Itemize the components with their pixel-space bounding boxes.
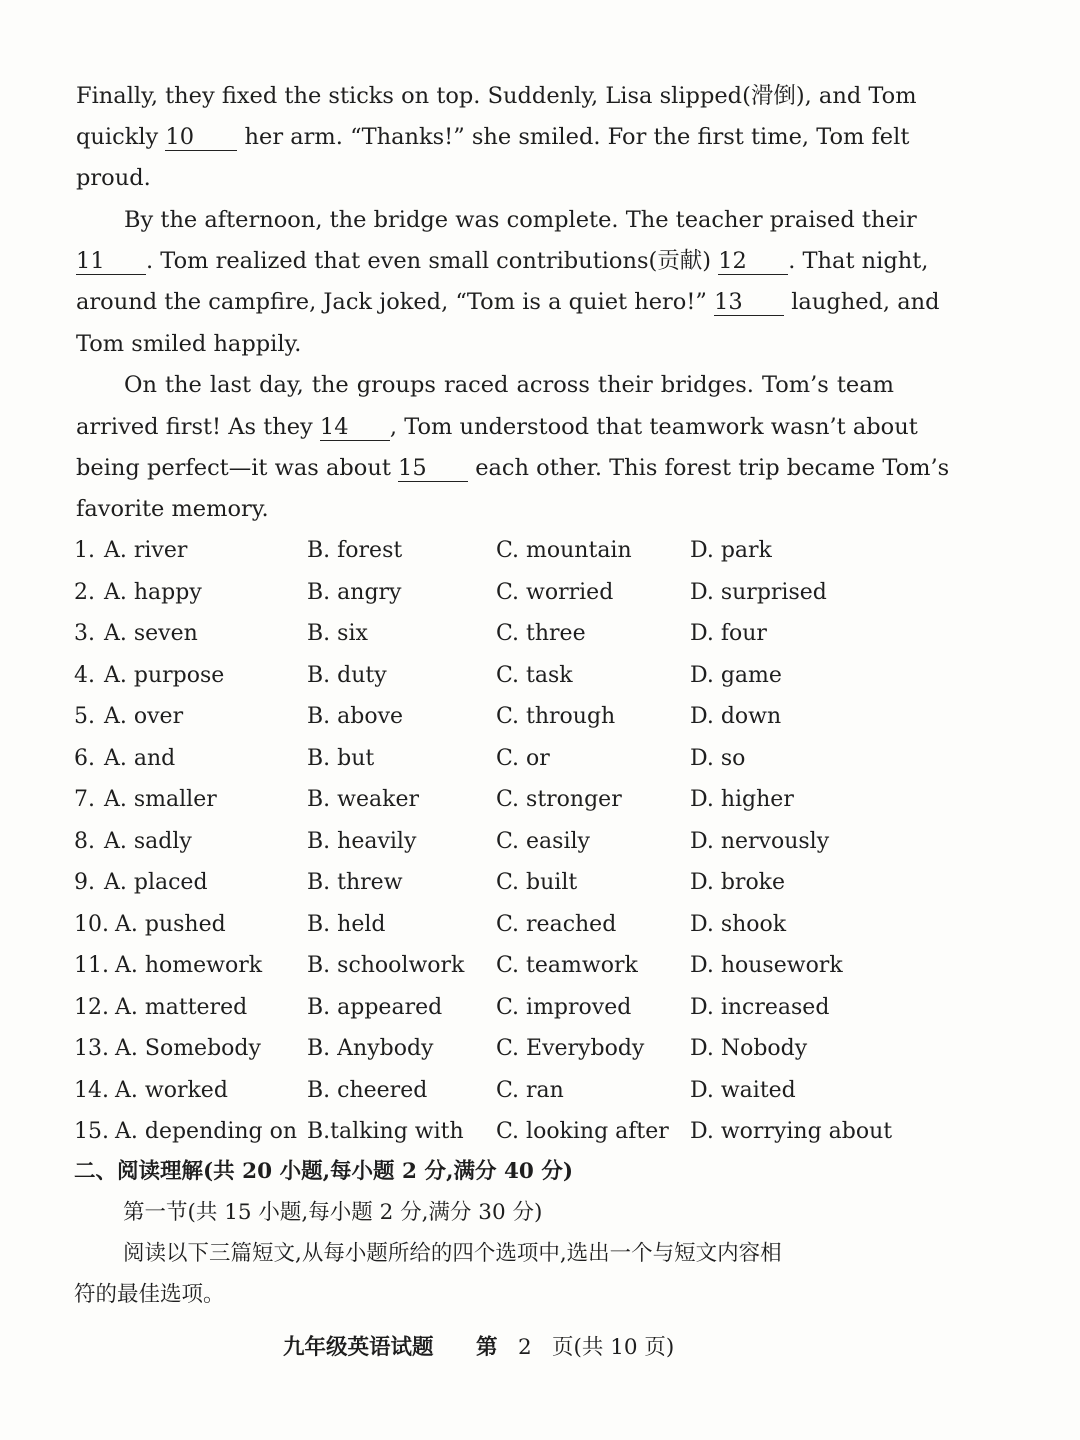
question-row: [0, 783, 1000, 817]
question-row: [0, 1074, 1000, 1108]
passage-text: each other. This forest trip became Tom’s: [475, 455, 950, 481]
passage-text: , Tom understood that teamwork wasn’t about: [389, 414, 918, 440]
passage-line: By the afternoon, the bridge was complete. The teacher praised their: [124, 207, 917, 233]
question-number: 6.: [74, 745, 95, 771]
option-c[interactable]: C. teamwork: [496, 953, 638, 978]
question-row: [0, 949, 1000, 983]
footer-title: 九年级英语试题: [283, 1335, 434, 1360]
question-number: 9.: [74, 870, 95, 895]
option-c[interactable]: C. three: [496, 621, 586, 646]
option-b[interactable]: B. heavily: [307, 828, 417, 854]
option-a[interactable]: A. sadly: [104, 828, 192, 854]
option-c[interactable]: C. built: [496, 870, 578, 895]
option-d[interactable]: D. higher: [690, 787, 794, 812]
option-d[interactable]: D. park: [690, 538, 772, 563]
option-c[interactable]: C. looking after: [496, 1119, 669, 1144]
option-d[interactable]: D. so: [690, 745, 746, 771]
option-d[interactable]: D. shook: [690, 911, 787, 937]
passage-line: favorite memory.: [76, 496, 269, 522]
option-c[interactable]: C. or: [496, 745, 550, 771]
passage-line: On the last day, the groups raced across their bridges. Tom’s team: [124, 372, 894, 398]
question-row: [0, 534, 1000, 568]
passage-line: [76, 412, 918, 442]
option-a[interactable]: A. seven: [104, 621, 198, 646]
option-b[interactable]: B.talking with: [307, 1119, 464, 1144]
question-number: 7.: [74, 787, 95, 812]
option-d[interactable]: D. nervously: [690, 828, 830, 854]
passage-text: . That night,: [788, 248, 929, 274]
option-d[interactable]: D. surprised: [690, 579, 827, 605]
option-a[interactable]: A. worked: [115, 1077, 228, 1103]
passage-line: [76, 122, 910, 152]
question-number: 12.: [74, 994, 109, 1020]
footer-page-number: 2: [518, 1335, 532, 1360]
passage-text: . Tom realized that even small contributions(贡献): [146, 248, 712, 274]
option-b[interactable]: B. threw: [307, 870, 403, 895]
blank-11: 11: [76, 248, 146, 275]
option-d[interactable]: D. four: [690, 621, 767, 646]
question-number: 4.: [74, 662, 95, 688]
passage-text: around the campfire, Jack joked, “Tom is a quiet hero!”: [76, 289, 707, 315]
passage-line: Tom smiled happily.: [76, 331, 302, 357]
blank-15: 15: [398, 455, 468, 482]
option-b[interactable]: B. six: [307, 621, 368, 646]
option-d[interactable]: D. waited: [690, 1077, 796, 1103]
passage-line: [76, 246, 929, 276]
question-number: 8.: [74, 828, 95, 854]
option-b[interactable]: B. held: [307, 911, 386, 937]
question-number: 15.: [74, 1119, 109, 1144]
option-b[interactable]: B. angry: [307, 579, 402, 605]
question-row: [0, 576, 1000, 610]
question-row: [0, 742, 1000, 776]
option-d[interactable]: D. game: [690, 662, 782, 688]
question-row: [0, 659, 1000, 693]
question-number: 2.: [74, 579, 95, 605]
question-number: 3.: [74, 621, 95, 646]
footer-page-prefix: 第: [476, 1335, 498, 1360]
option-c[interactable]: C. stronger: [496, 787, 622, 812]
passage-text: quickly: [76, 124, 159, 150]
instruction-text: 阅读以下三篇短文,从每小题所给的四个选项中,选出一个与短文内容相: [123, 1241, 782, 1266]
option-d[interactable]: D. Nobody: [690, 1036, 808, 1061]
passage-line: Finally, they fixed the sticks on top. Suddenly, Lisa slipped(滑倒), and Tom: [76, 83, 917, 109]
option-c[interactable]: C. ran: [496, 1077, 564, 1103]
option-c[interactable]: C. task: [496, 662, 573, 688]
question-number: 10.: [74, 911, 109, 937]
blank-14: 14: [320, 414, 390, 441]
part-heading: 第一节(共 15 小题,每小题 2 分,满分 30 分): [123, 1200, 543, 1225]
option-d[interactable]: D. down: [690, 704, 782, 729]
question-row: [0, 617, 1000, 651]
question-row: [0, 908, 1000, 942]
question-number: 14.: [74, 1077, 109, 1103]
option-d[interactable]: D. broke: [690, 870, 786, 895]
blank-12: 12: [718, 248, 788, 275]
option-b[interactable]: B. schoolwork: [307, 953, 465, 978]
option-b[interactable]: B. but: [307, 745, 375, 771]
option-a[interactable]: A. smaller: [104, 787, 217, 812]
option-a[interactable]: A. happy: [104, 579, 202, 605]
option-a[interactable]: A. and: [104, 745, 176, 771]
question-number: 5.: [74, 704, 95, 729]
blank-10: 10: [165, 124, 237, 151]
question-row: [0, 1032, 1000, 1066]
question-row: [0, 700, 1000, 734]
option-a[interactable]: A. Somebody: [115, 1036, 261, 1061]
option-a[interactable]: A. placed: [104, 870, 208, 895]
footer-page-total: 页(共 10 页): [552, 1335, 675, 1360]
option-a[interactable]: A. river: [104, 538, 188, 563]
option-a[interactable]: A. pushed: [115, 911, 226, 937]
instruction-text: 符的最佳选项。: [74, 1282, 225, 1307]
question-number: 13.: [74, 1036, 109, 1061]
option-a[interactable]: A. mattered: [115, 994, 248, 1020]
option-d[interactable]: D. worrying about: [690, 1119, 893, 1144]
option-b[interactable]: B. duty: [307, 662, 387, 688]
passage-line: [76, 453, 950, 483]
question-row: [0, 825, 1000, 859]
passage-line: [76, 287, 940, 317]
option-c[interactable]: C. Everybody: [496, 1036, 645, 1061]
question-number: 11.: [74, 953, 109, 978]
option-c[interactable]: C. easily: [496, 828, 590, 854]
option-c[interactable]: C. improved: [496, 994, 632, 1020]
question-row: [0, 866, 1000, 900]
option-b[interactable]: B. above: [307, 704, 404, 729]
option-b[interactable]: B. cheered: [307, 1077, 428, 1103]
option-c[interactable]: C. reached: [496, 911, 617, 937]
option-d[interactable]: D. increased: [690, 994, 830, 1020]
option-b[interactable]: B. forest: [307, 538, 403, 563]
blank-13: 13: [714, 289, 784, 316]
section-heading: 二、阅读理解(共 20 小题,每小题 2 分,满分 40 分): [74, 1159, 574, 1184]
option-a[interactable]: A. purpose: [104, 662, 225, 688]
option-c[interactable]: C. mountain: [496, 538, 632, 563]
option-a[interactable]: A. depending on: [115, 1119, 298, 1144]
option-c[interactable]: C. worried: [496, 579, 614, 605]
question-row: [0, 991, 1000, 1025]
passage-text: being perfect—it was about: [76, 455, 391, 481]
option-a[interactable]: A. over: [104, 704, 184, 729]
option-b[interactable]: B. Anybody: [307, 1036, 434, 1061]
passage-text: her arm. “Thanks!” she smiled. For the first time, Tom felt: [244, 124, 910, 150]
option-c[interactable]: C. through: [496, 704, 616, 729]
option-b[interactable]: B. weaker: [307, 787, 419, 812]
passage-text: arrived first! As they: [76, 414, 313, 440]
passage-line: proud.: [76, 165, 151, 191]
option-a[interactable]: A. homework: [115, 953, 263, 978]
option-d[interactable]: D. housework: [690, 953, 843, 978]
question-number: 1.: [74, 538, 95, 563]
option-b[interactable]: B. appeared: [307, 994, 443, 1020]
question-row: [0, 1115, 1000, 1149]
passage-text: laughed, and: [791, 289, 940, 315]
